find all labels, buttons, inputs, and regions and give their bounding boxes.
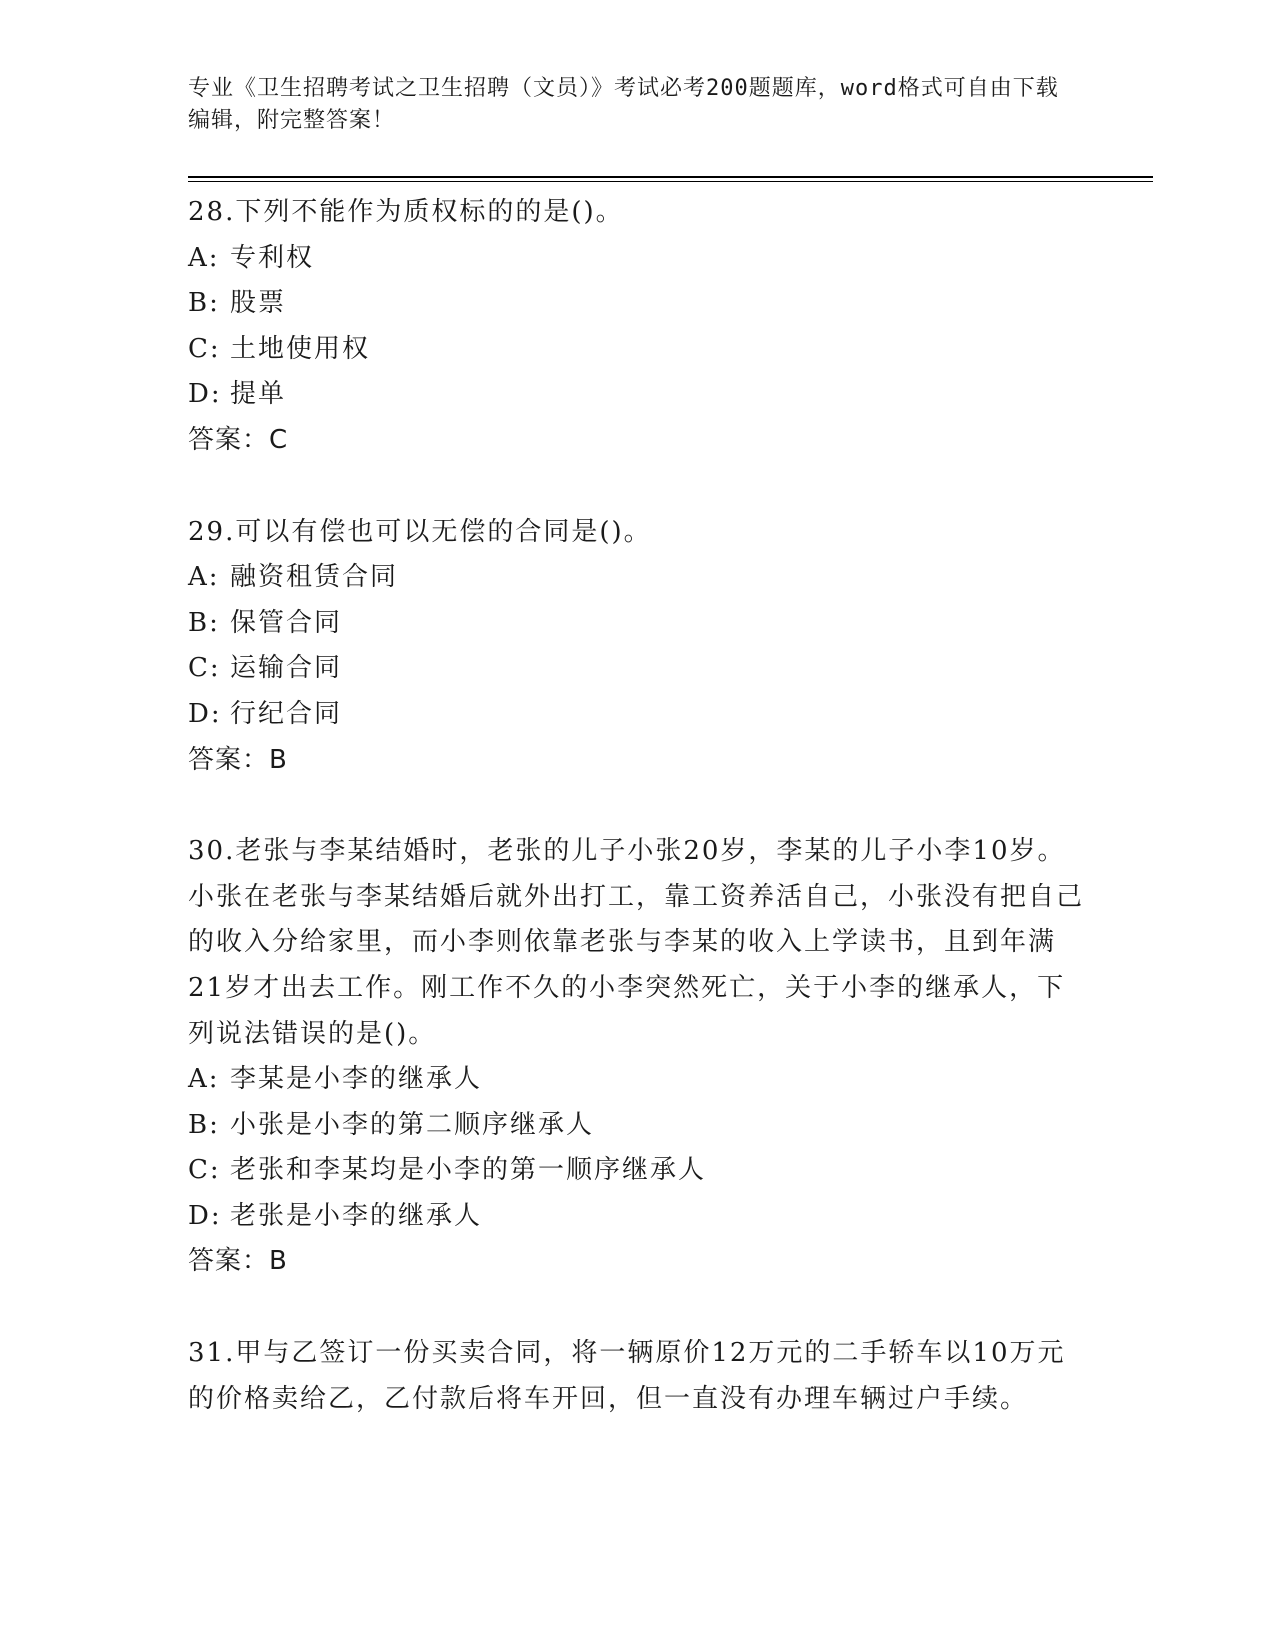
- option-c: [188, 1148, 1093, 1194]
- question-list: [188, 190, 1093, 1468]
- question-30: [188, 829, 1093, 1285]
- document-header: 专业《卫生招聘考试之卫生招聘（文员）》考试必考200题题库，word格式可自由下载编辑，附完整答案！: [188, 76, 1059, 133]
- option-text: 融资租赁合同: [230, 562, 399, 593]
- option-a: [188, 1057, 1093, 1103]
- option-key: B:: [188, 1109, 220, 1140]
- option-text: 保管合同: [230, 607, 343, 638]
- question-31: [188, 1331, 1093, 1422]
- option-d: [188, 692, 1093, 738]
- option-text: 运输合同: [230, 653, 343, 684]
- option-key: C:: [188, 1155, 221, 1186]
- option-key: C:: [188, 653, 221, 684]
- option-a: [188, 236, 1093, 282]
- header-rule-thick: [188, 176, 1153, 178]
- option-b: [188, 601, 1093, 647]
- question-text: 28.下列不能作为质权标的的是()。: [188, 197, 624, 227]
- option-key: D:: [188, 1200, 222, 1231]
- option-c: [188, 327, 1093, 373]
- option-text: 专利权: [230, 242, 315, 273]
- option-key: B:: [188, 288, 220, 319]
- answer: 答案：B: [188, 1246, 288, 1277]
- question-28: [188, 190, 1093, 464]
- answer: 答案：B: [188, 744, 288, 775]
- option-text: 提单: [230, 379, 287, 410]
- option-text: 行纪合同: [230, 698, 343, 729]
- option-key: D:: [188, 379, 222, 410]
- option-text: 小张是小李的第二顺序继承人: [230, 1109, 595, 1140]
- option-b: [188, 281, 1093, 327]
- option-key: A:: [188, 562, 220, 593]
- option-text: 股票: [230, 288, 287, 319]
- option-text: 土地使用权: [230, 333, 371, 364]
- option-key: A:: [188, 1064, 220, 1095]
- option-c: [188, 646, 1093, 692]
- option-text: 李某是小李的继承人: [230, 1064, 483, 1095]
- header-rule-thin: [188, 181, 1153, 182]
- option-d: [188, 372, 1093, 418]
- option-d: [188, 1194, 1093, 1240]
- question-text: 30.老张与李某结婚时，老张的儿子小张20岁，李某的儿子小李10岁。小张在老张与李某结婚后就外出打工，靠工资养活自己，小张没有把自己的收入分给家里，而小李则依靠老张与李某的收入上学读书，且到年满21岁才出去工作。刚工作不久的小李突然死亡，关于小李的继承人，下列说法错误的是()。: [188, 836, 1085, 1049]
- option-text: 老张是小李的继承人: [230, 1200, 483, 1231]
- question-29: [188, 510, 1093, 784]
- question-text: 29.可以有偿也可以无偿的合同是()。: [188, 516, 652, 547]
- option-key: A:: [188, 242, 220, 273]
- answer: 答案：C: [188, 424, 289, 455]
- question-text: 31.甲与乙签订一份买卖合同，将一辆原价12万元的二手轿车以10万元的价格卖给乙，乙付款后将车开回，但一直没有办理车辆过户手续。: [188, 1338, 1066, 1414]
- option-key: B:: [188, 607, 220, 638]
- option-a: [188, 555, 1093, 601]
- option-key: D:: [188, 698, 222, 729]
- option-b: [188, 1103, 1093, 1149]
- option-text: 老张和李某均是小李的第一顺序继承人: [230, 1155, 707, 1186]
- option-key: C:: [188, 333, 221, 364]
